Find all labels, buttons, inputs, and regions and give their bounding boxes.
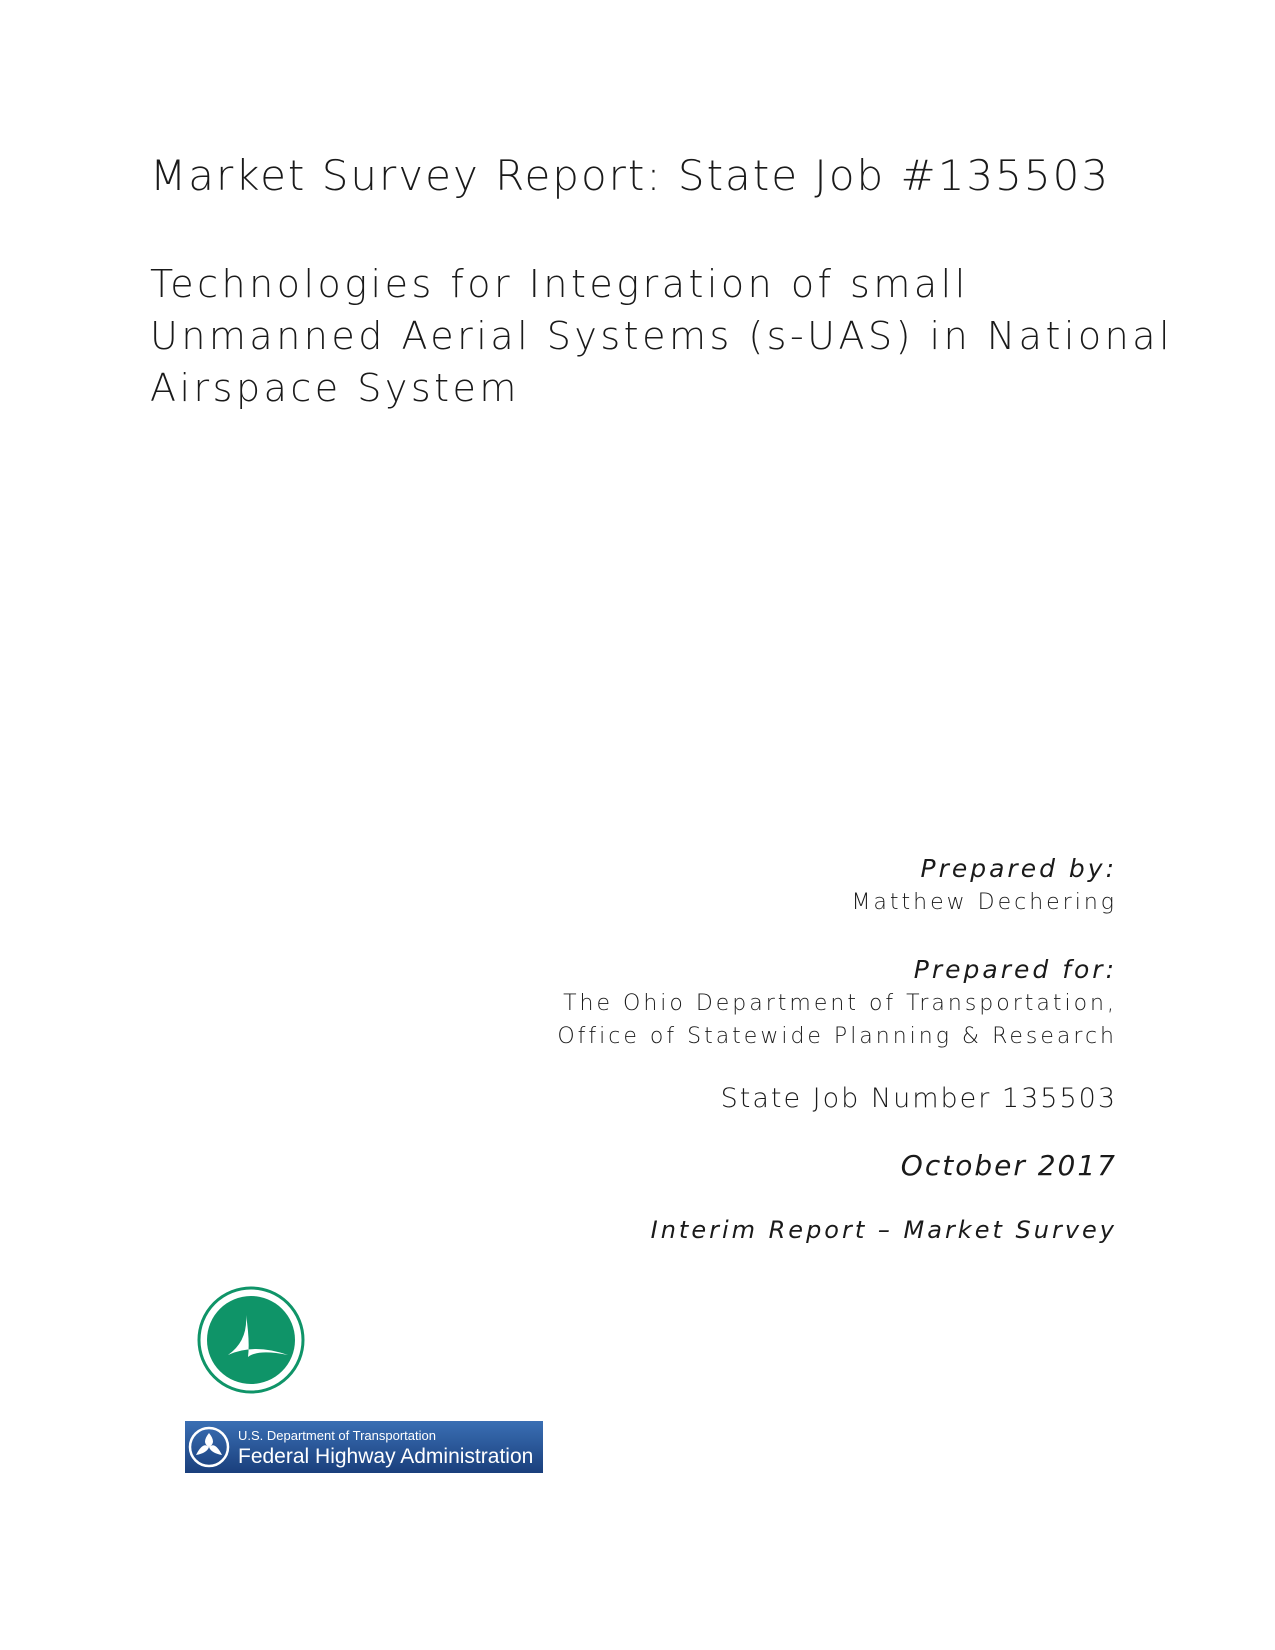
fhwa-line-2: Federal Highway Administration	[238, 1445, 534, 1468]
prepared-by-block	[851, 852, 1117, 919]
report-subtitle	[150, 258, 1174, 414]
fhwa-line-1: U.S. Department of Transportation	[238, 1428, 436, 1443]
prepared-for-label: Prepared for:	[913, 955, 1117, 984]
report-title: Market Survey Report: State Job #135503	[150, 151, 1111, 200]
prepared-for-block	[557, 953, 1117, 1053]
report-type: Interim Report – Market Survey	[650, 1216, 1117, 1244]
report-date: October 2017	[900, 1149, 1117, 1182]
prepared-by-label: Prepared by:	[920, 854, 1117, 883]
recipient-line-2: Office of Statewide Planning & Research	[557, 1024, 1117, 1049]
subtitle-line-3: Airspace System	[150, 366, 520, 410]
subtitle-line-2: Unmanned Aerial Systems (s-UAS) in National	[150, 314, 1174, 358]
recipient-line-1: The Ohio Department of Transportation,	[563, 991, 1117, 1016]
fhwa-logo-icon	[185, 1421, 543, 1473]
subtitle-line-1: Technologies for Integration of small	[150, 262, 969, 306]
author-name: Matthew Dechering	[851, 890, 1117, 915]
state-job-number: State Job Number 135503	[720, 1083, 1117, 1114]
odot-logo-icon	[196, 1285, 306, 1395]
